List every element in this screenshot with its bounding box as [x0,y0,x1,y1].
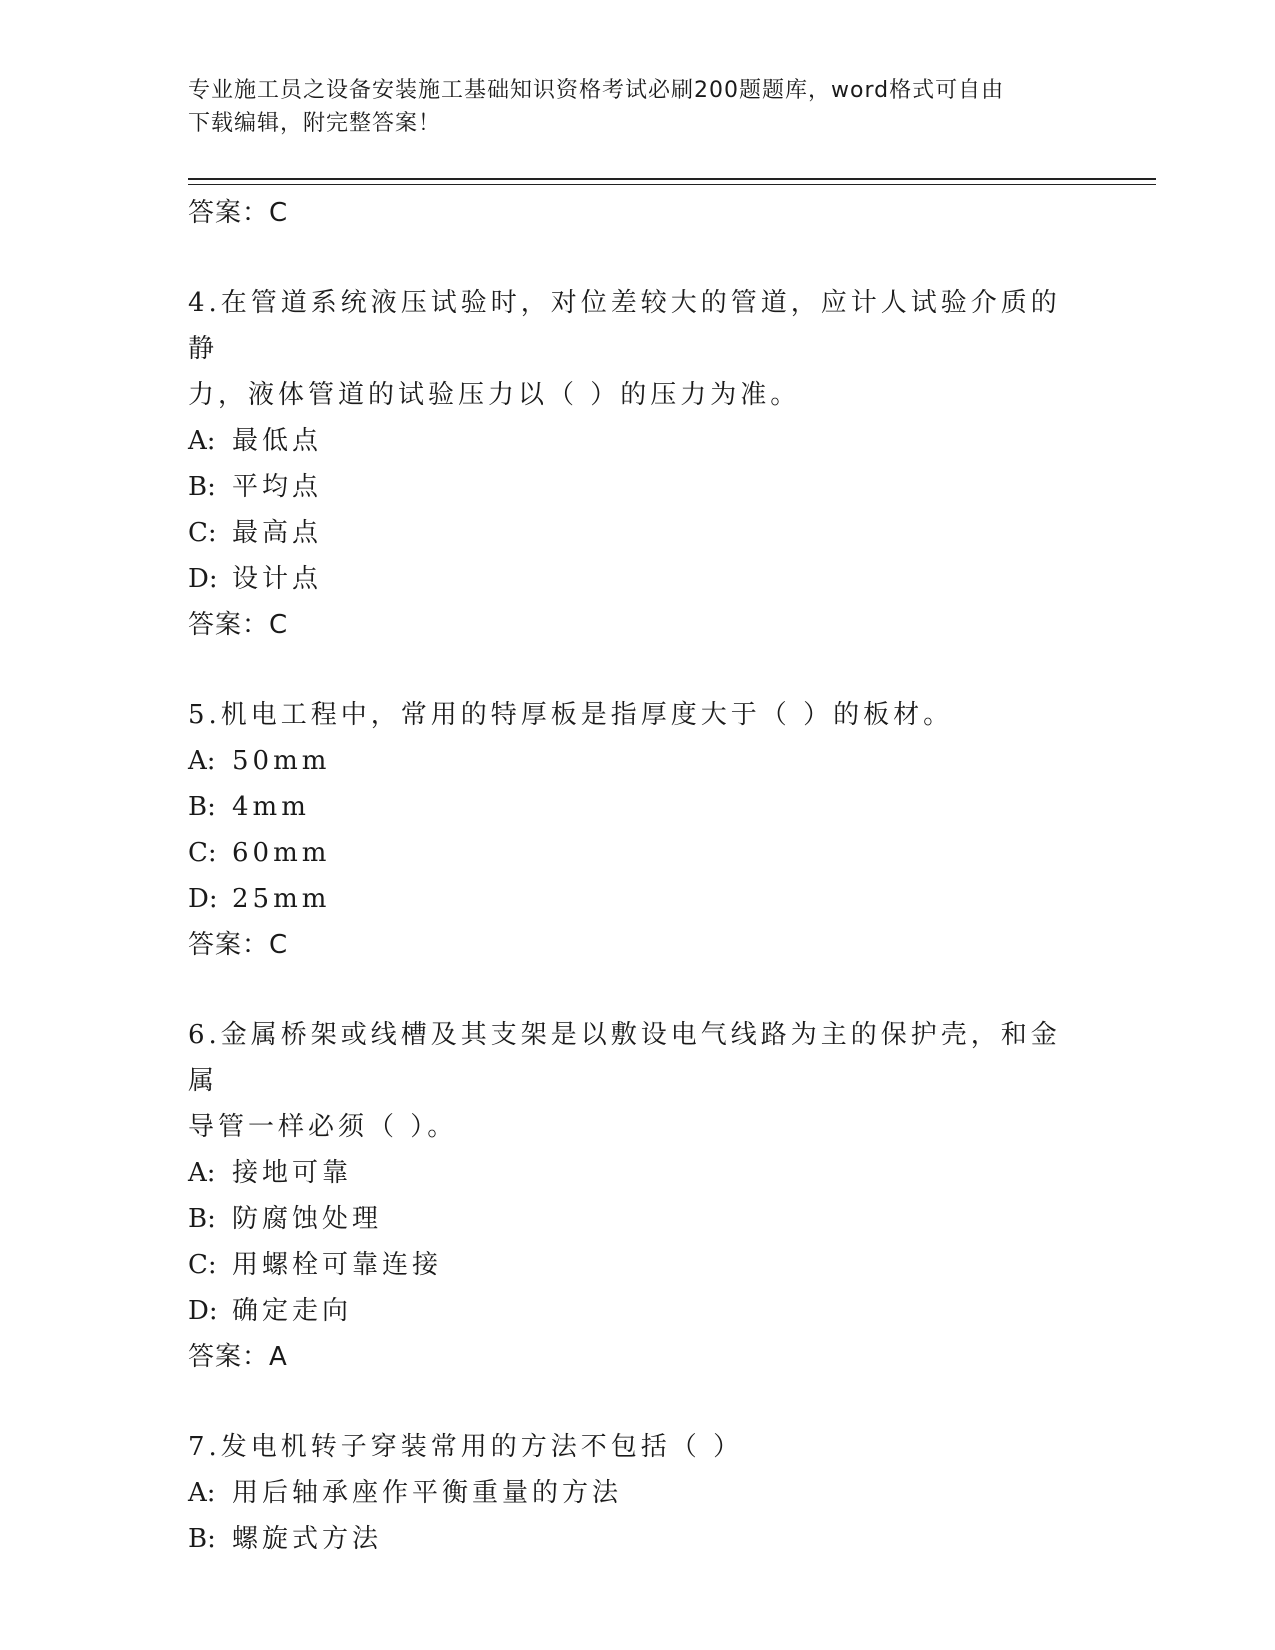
option-letter: A: [188,746,216,776]
question-5 [188,692,1088,968]
question-6-text-line-2: 导管一样必须（ ）。 [188,1112,458,1142]
question-6-option-c [188,1242,1088,1288]
option-letter: C: [188,838,217,868]
question-7-text-line-1: 7.发电机转子穿装常用的方法不包括（ ） [188,1432,744,1462]
spacer [188,648,1088,692]
question-4-option-d [188,556,1088,602]
header-divider-thin [188,184,1156,185]
option-text: 4mm [232,792,310,822]
question-4-text-line-1: 4.在管道系统液压试验时，对位差较大的管道，应计人试验介质的静 [188,288,1061,364]
question-4-option-a [188,418,1088,464]
option-text: 接地可靠 [232,1158,353,1188]
option-letter: D: [188,1296,218,1326]
question-4-text-line-2: 力，液体管道的试验压力以（ ）的压力为准。 [188,380,801,410]
document-header [188,74,1068,140]
spacer [188,236,1088,280]
option-text: 50mm [232,746,331,776]
question-6-answer: 答案：A [188,1342,288,1372]
question-5-option-b [188,784,1088,830]
question-4-option-b [188,464,1088,510]
question-4-option-c [188,510,1088,556]
option-text: 60mm [232,838,331,868]
spacer [188,1380,1088,1424]
option-text: 25mm [232,884,331,914]
option-text: 用螺栓可靠连接 [232,1250,443,1280]
question-5-text-line-1: 5.机电工程中，常用的特厚板是指厚度大于（ ）的板材。 [188,700,954,730]
option-letter: C: [188,518,217,548]
question-5-answer: 答案：C [188,930,289,960]
option-letter: A: [188,426,216,456]
header-line-1: 专业施工员之设备安装施工基础知识资格考试必刷200题题库，word格式可自由 [188,78,1005,103]
option-letter: A: [188,1478,216,1508]
option-letter: D: [188,564,218,594]
option-text: 设计点 [232,564,323,594]
header-divider-thick [188,178,1156,180]
option-letter: B: [188,472,216,502]
question-7 [188,1424,1088,1562]
option-letter: B: [188,1524,216,1554]
question-7-option-b [188,1516,1088,1562]
question-list [188,190,1088,1562]
option-letter: B: [188,792,216,822]
spacer [188,968,1088,1012]
question-6-option-a [188,1150,1088,1196]
option-letter: C: [188,1250,217,1280]
option-text: 确定走向 [232,1296,353,1326]
question-6 [188,1012,1088,1380]
answer-previous: 答案：C [188,198,289,228]
question-6-text-line-1: 6.金属桥架或线槽及其支架是以敷设电气线路为主的保护壳，和金属 [188,1020,1061,1096]
question-5-option-d [188,876,1088,922]
question-7-option-a [188,1470,1088,1516]
question-5-option-a [188,738,1088,784]
header-line-2: 下载编辑，附完整答案！ [188,111,442,136]
option-text: 防腐蚀处理 [232,1204,383,1234]
question-6-option-d [188,1288,1088,1334]
option-text: 最低点 [232,426,323,456]
option-letter: D: [188,884,218,914]
question-4 [188,280,1088,648]
option-text: 螺旋式方法 [232,1524,383,1554]
option-letter: B: [188,1204,216,1234]
question-6-option-b [188,1196,1088,1242]
option-text: 用后轴承座作平衡重量的方法 [232,1478,623,1508]
question-5-option-c [188,830,1088,876]
option-text: 平均点 [232,472,323,502]
question-4-answer: 答案：C [188,610,289,640]
option-text: 最高点 [232,518,323,548]
option-letter: A: [188,1158,216,1188]
